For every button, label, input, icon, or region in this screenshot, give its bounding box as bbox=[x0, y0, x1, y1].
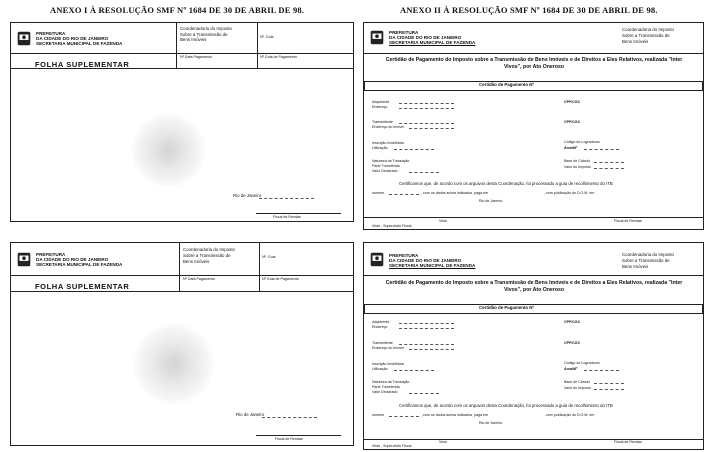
field-cpf-cgc: CPF/CGC bbox=[564, 100, 581, 104]
prefeitura-line2: DA CIDADE DO RIO DE JANEIRO bbox=[389, 258, 462, 263]
prefeitura-line1: PREFEITURA bbox=[36, 31, 66, 36]
field-area: Área/Mº bbox=[564, 367, 578, 371]
certificate-fiscal: Fiscal de Rendas bbox=[614, 440, 642, 444]
certificate-fiscal: Fiscal de Rendas bbox=[614, 219, 642, 223]
coordenadoria-line2: Sobre a Transmissão de bbox=[180, 32, 228, 37]
prefeitura-line1: PREFEITURA bbox=[36, 252, 66, 257]
field-valor-declarado: Valor Declarado bbox=[372, 390, 398, 394]
field-transmitente: Transmitente bbox=[372, 120, 393, 124]
supplement-box3-label: Nº Guia de Pagamento bbox=[260, 55, 297, 59]
supplement-title: FOLHA SUPLEMENTAR bbox=[35, 60, 130, 69]
supplement-title: FOLHA SUPLEMENTAR bbox=[35, 282, 130, 291]
field-natureza: Natureza da Transação bbox=[372, 159, 410, 163]
field-utilizacao: Utilização bbox=[372, 367, 388, 371]
prefeitura-line3: SECRETARIA MUNICIPAL DE FAZENDA bbox=[36, 41, 123, 46]
certificate-title: Certidão de Pagamento do Imposto sobre a Transmissão de Bens Imóveis e de Direitos a Eles Relativos, realizada "Inter Vivos", por Ato Oneroso bbox=[385, 280, 683, 293]
certificate-body-number: número bbox=[372, 191, 385, 195]
supplement-box3-label: Nº Guia de Pagamento bbox=[262, 277, 299, 281]
field-natureza: Natureza da Transação bbox=[372, 380, 410, 384]
supplement-box2-label: Nº Data Pagamento bbox=[183, 277, 215, 281]
supplement-form-top bbox=[10, 22, 354, 222]
supplement-box1-label: Nº. Guia bbox=[260, 35, 274, 39]
field-inscricao: Inscrição Imobiliária bbox=[372, 141, 404, 145]
field-adquirente: Adquirente bbox=[372, 320, 390, 324]
certificate-form-top bbox=[363, 22, 704, 230]
seal-watermark bbox=[131, 113, 206, 188]
coordenadoria-line3: Bens Imóveis bbox=[183, 259, 210, 264]
field-valor-declarado: Valor Declarado bbox=[372, 169, 398, 173]
field-adquirente: Adquirente bbox=[372, 100, 390, 104]
certificate-visto: Visto bbox=[439, 440, 447, 444]
city-crest-icon bbox=[15, 251, 33, 269]
coordenadoria-line1: Coordenadoria do Imposto bbox=[622, 27, 674, 32]
supplement-signature: Fiscal de Rendas bbox=[273, 215, 301, 219]
coordenadoria-line3: Bens Imóveis bbox=[622, 264, 649, 269]
field-endereco-imovel: Endereço do Imóvel bbox=[372, 125, 404, 129]
prefeitura-line3: SECRETARIA MUNICIPAL DE FAZENDA bbox=[389, 263, 476, 268]
prefeitura-line3: SECRETARIA MUNICIPAL DE FAZENDA bbox=[389, 40, 476, 45]
field-codigo-logradouro: Código do Logradouro bbox=[564, 140, 600, 144]
certificate-date: Rio de Janeiro, bbox=[479, 421, 504, 425]
field-parte: Parte Transferida bbox=[372, 164, 400, 168]
certificate-body-line1: Certificamos que, de acordo com os arquivos desta Coordenação, foi processado a guia de recolhimento do ITB bbox=[399, 181, 613, 186]
city-crest-icon bbox=[15, 30, 33, 48]
coordenadoria-line1: Coordenadoria do Imposto bbox=[183, 247, 235, 252]
coordenadoria-line1: Coordenadoria do Imposto bbox=[622, 252, 674, 257]
field-codigo-logradouro: Código do Logradouro bbox=[564, 361, 600, 365]
certificate-date: Rio de Janeiro, bbox=[479, 199, 504, 203]
certificate-subheading: Certidão de Pagamento Nº bbox=[479, 82, 535, 87]
certificate-footer: Visto - Supervisão Fiscal bbox=[372, 224, 412, 228]
field-area: Área/Mº bbox=[564, 146, 578, 150]
certificate-body-number: número bbox=[372, 413, 385, 417]
prefeitura-line2: DA CIDADE DO RIO DE JANEIRO bbox=[36, 36, 109, 41]
prefeitura-line2: DA CIDADE DO RIO DE JANEIRO bbox=[389, 35, 462, 40]
field-valor-imposto: Valor do Imposto bbox=[564, 386, 591, 390]
field-endereco: Endereço bbox=[372, 105, 388, 109]
field-base-calculo: Base de Cálculo bbox=[564, 159, 591, 163]
certificate-title: Certidão de Pagamento do Imposto sobre a Transmissão de Bens Imóveis e de Direitos a Eles Relativos, realizada "Inter Vivos", por Ato Oneroso bbox=[385, 57, 683, 70]
prefeitura-line2: DA CIDADE DO RIO DE JANEIRO bbox=[36, 257, 109, 262]
field-cpf-cgc: CPF/CGC bbox=[564, 320, 581, 324]
coordenadoria-line2: Sobre a Transmissão de bbox=[622, 258, 670, 263]
certificate-form-bottom bbox=[363, 242, 704, 450]
coordenadoria-line1: Coordenadoria do Imposto bbox=[180, 26, 232, 31]
certificate-footer: Visto - Supervisão Fiscal bbox=[372, 444, 412, 448]
field-cpf-cgc2: CPF/CGC bbox=[564, 341, 581, 345]
field-utilizacao: Utilização bbox=[372, 146, 388, 150]
certificate-body-publication: , com publicação do D.O.M. em bbox=[544, 191, 595, 195]
supplement-form-bottom bbox=[10, 242, 354, 446]
coordenadoria-line3: Bens Imóveis bbox=[622, 39, 649, 44]
prefeitura-line3: SECRETARIA MUNICIPAL DE FAZENDA bbox=[36, 262, 123, 267]
field-valor-imposto: Valor do Imposto bbox=[564, 165, 591, 169]
supplement-city-date: Rio de Janeiro bbox=[236, 412, 265, 417]
coordenadoria-line2: Sobre a Transmissão de bbox=[183, 253, 231, 258]
field-inscricao: Inscrição Imobiliária bbox=[372, 362, 404, 366]
annex-ii-title: ANEXO II À RESOLUÇÃO SMF Nº 1684 DE 30 DE ABRIL DE 98. bbox=[400, 5, 658, 15]
supplement-box1-label: Nº. Guia bbox=[262, 255, 276, 259]
certificate-body-publication: , com publicação do D.O.M. em bbox=[544, 413, 595, 417]
annex-i-title: ANEXO I À RESOLUÇÃO SMF Nº 1684 DE 30 DE ABRIL DE 98. bbox=[50, 5, 305, 15]
prefeitura-line1: PREFEITURA bbox=[389, 30, 419, 35]
certificate-body-paid: , com os dados acima indicados, paga em bbox=[421, 413, 489, 417]
city-crest-icon bbox=[368, 29, 386, 47]
field-transmitente: Transmitente bbox=[372, 341, 393, 345]
certificate-subheading: Certidão de Pagamento Nº bbox=[479, 305, 535, 310]
prefeitura-line1: PREFEITURA bbox=[389, 253, 419, 258]
field-cpf-cgc2: CPF/CGC bbox=[564, 120, 581, 124]
field-endereco: Endereço bbox=[372, 325, 388, 329]
field-base-calculo: Base de Cálculo bbox=[564, 380, 591, 384]
certificate-visto: Visto bbox=[439, 219, 447, 223]
supplement-city-date: Rio de Janeiro bbox=[233, 193, 262, 198]
city-crest-icon bbox=[368, 251, 386, 269]
coordenadoria-line3: Bens Imóveis bbox=[180, 37, 207, 42]
certificate-body-line1: Certificamos que, de acordo com os arquivos desta Coordenação, foi processado a guia de recolhimento do ITB bbox=[399, 403, 613, 408]
field-endereco-imovel: Endereço do Imóvel bbox=[372, 346, 404, 350]
seal-watermark bbox=[133, 323, 215, 405]
field-parte: Parte Transferida bbox=[372, 385, 400, 389]
coordenadoria-line2: Sobre a Transmissão de bbox=[622, 33, 670, 38]
supplement-box2-label: Nº Data Pagamento bbox=[180, 55, 212, 59]
certificate-body-paid: , com os dados acima indicados, paga em bbox=[421, 191, 489, 195]
supplement-signature: Fiscal de Rendas bbox=[275, 437, 303, 441]
